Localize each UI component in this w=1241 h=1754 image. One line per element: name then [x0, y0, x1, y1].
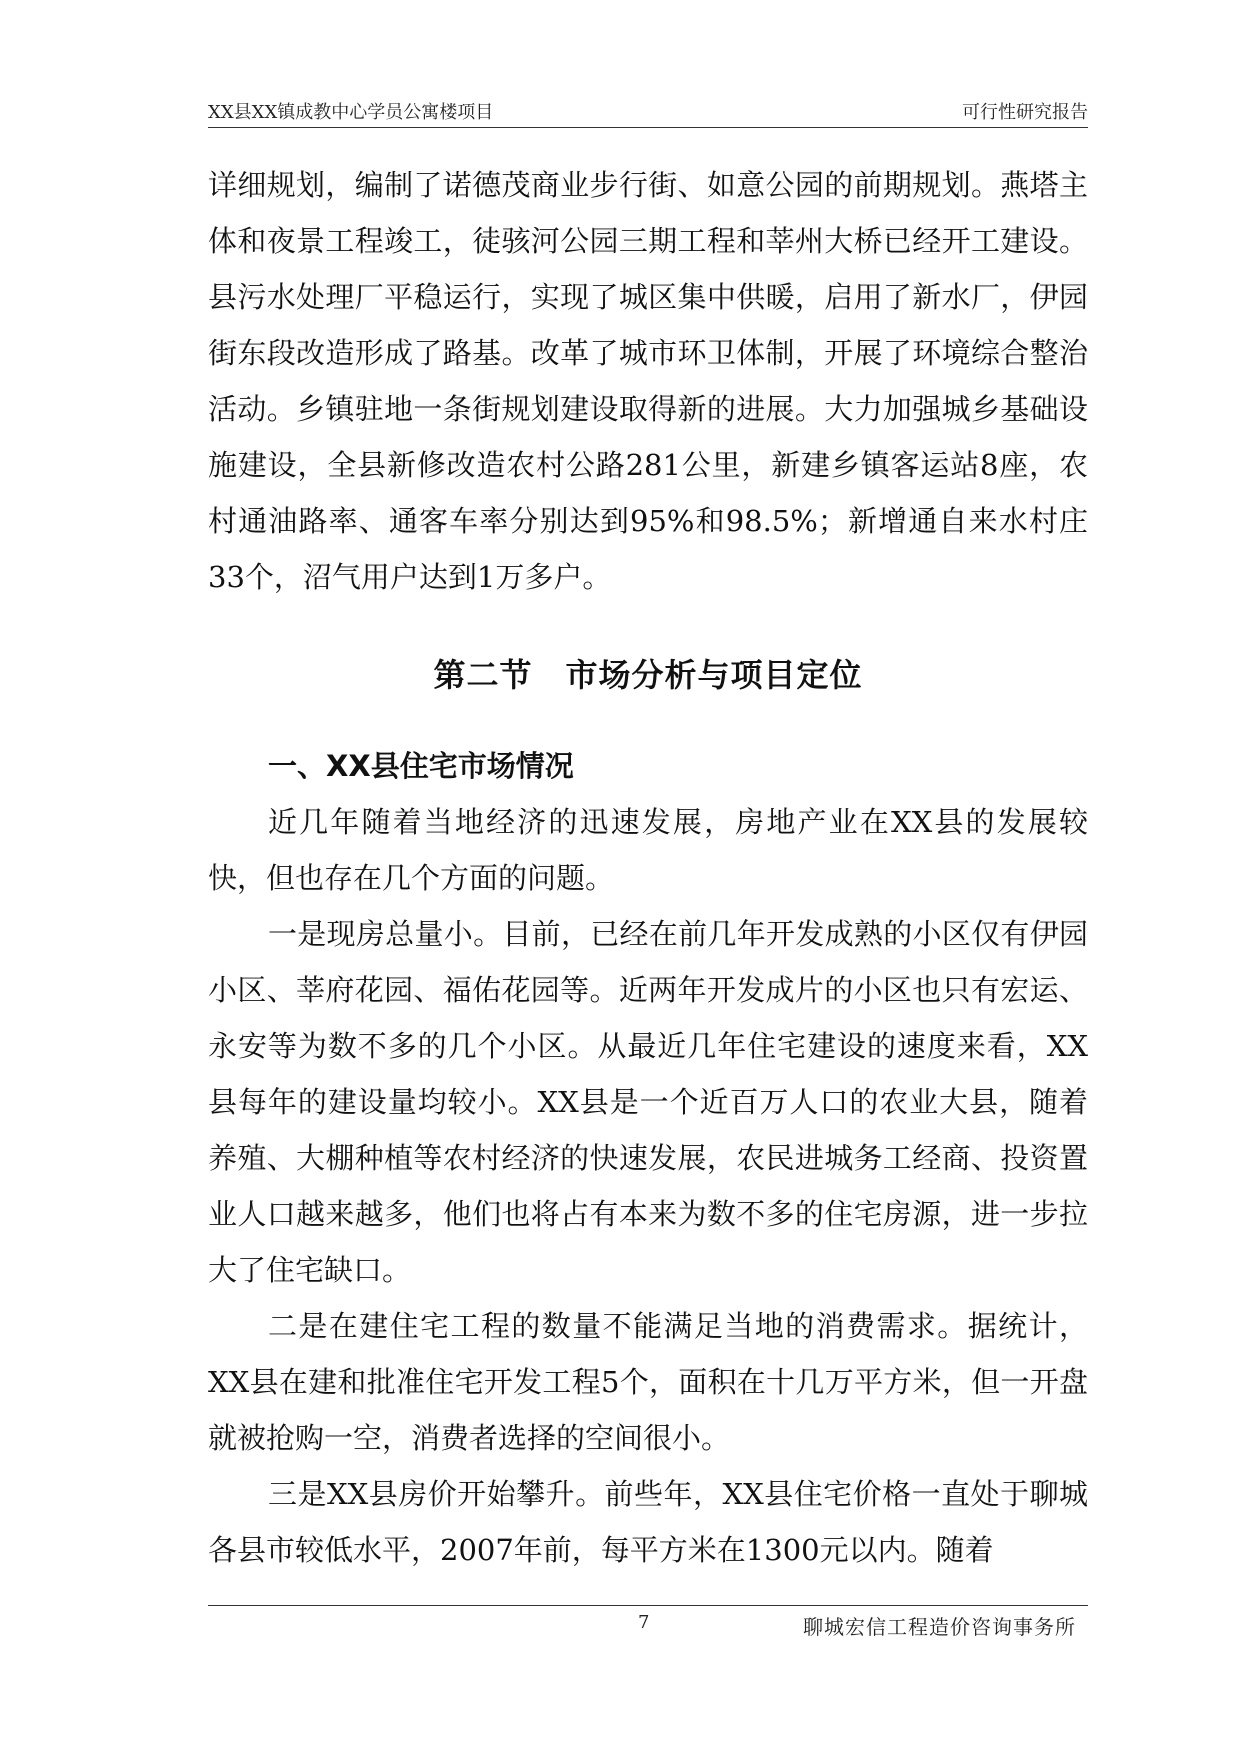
body-paragraph: 一是现房总量小。目前，已经在前几年开发成熟的小区仅有伊园小区、莘府花园、福佑花园等。近两年开发成片的小区也只有宏运、永安等为数不多的几个小区。从最近几年住宅建设的速度来看，XX县每年的建设量均较小。XX县是一个近百万人口的农业大县，随着养殖、大棚种植等农村经济的快速发展，农民进城务工经商、投资置业人口越来越多，他们也将占有本来为数不多的住宅房源，进一步拉大了住宅缺口。	[208, 917, 1088, 1287]
body-paragraph: 近几年随着当地经济的迅速发展，房地产业在XX县的发展较快，但也存在几个方面的问题。	[208, 805, 1088, 895]
subsection-heading: 一、XX县住宅市场情况	[268, 749, 574, 783]
header-project-title: XX县XX镇成教中心学员公寓楼项目	[208, 102, 494, 123]
document-body	[208, 157, 1088, 1578]
body-paragraph: 二是在建住宅工程的数量不能满足当地的消费需求。据统计，XX县在建和批准住宅开发工程5个，面积在十几万平方米，但一开盘就被抢购一空，消费者选择的空间很小。	[208, 1309, 1088, 1455]
page-number: 7	[638, 1612, 650, 1633]
footer-divider	[208, 1605, 1088, 1606]
running-header	[208, 100, 1088, 126]
header-report-type: 可行性研究报告	[962, 102, 1088, 123]
running-footer	[208, 1612, 1088, 1642]
section-heading: 第二节 市场分析与项目定位	[433, 656, 863, 694]
header-divider	[208, 127, 1088, 128]
body-paragraph: 详细规划，编制了诺德茂商业步行街、如意公园的前期规划。燕塔主体和夜景工程竣工，徒骇河公园三期工程和莘州大桥已经开工建设。县污水处理厂平稳运行，实现了城区集中供暖，启用了新水厂，伊园街东段改造形成了路基。改革了城市环卫体制，开展了环境综合整治活动。乡镇驻地一条街规划建设取得新的进展。大力加强城乡基础设施建设，全县新修改造农村公路281公里，新建乡镇客运站8座，农村通油路率、通客车率分别达到95%和98.5%；新增通自来水村庄33个，沼气用户达到1万多户。	[208, 168, 1088, 594]
body-paragraph: 三是XX县房价开始攀升。前些年，XX县住宅价格一直处于聊城各县市较低水平，2007年前，每平方米在1300元以内。随着	[208, 1477, 1088, 1567]
footer-firm-name: 聊城宏信工程造价咨询事务所	[803, 1615, 1076, 1639]
